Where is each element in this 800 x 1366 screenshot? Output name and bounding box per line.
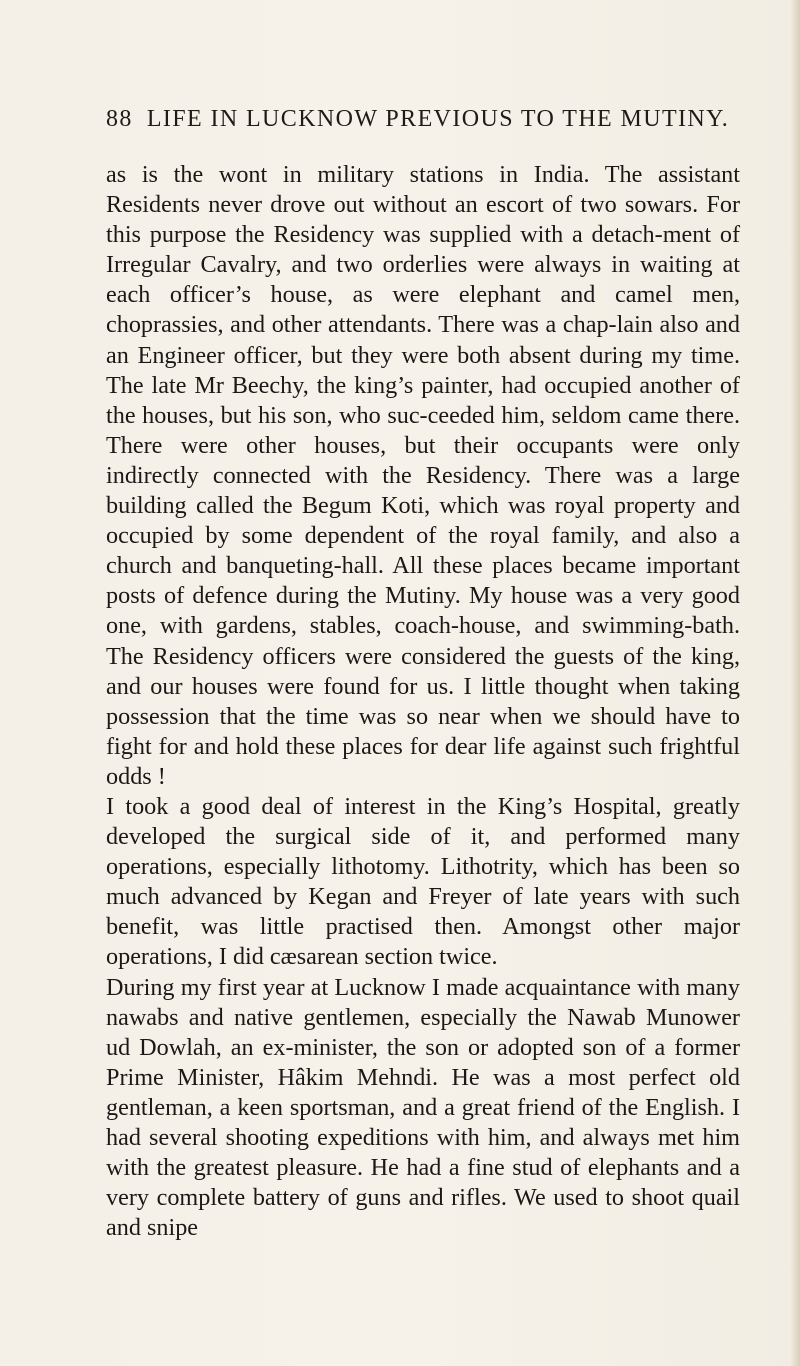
body-text (106, 160, 740, 1243)
paragraph-nawab: During my first year at Lucknow I made acquaintance with many nawabs and native gentlemen, especially the Nawab Munower ud Dowlah, an ex-minister, the son or adopted son of a former Prime Minister, Hâkim Mehndi. He was a most perfect old gentleman, a keen sportsman, and a great friend of the English. I had several shooting expeditions with him, and always met him with the greatest pleasure. He had a fine stud of elephants and a very complete battery of guns and rifles. We used to shoot quail and snipe (106, 973, 740, 1242)
page-number: 88 (106, 106, 133, 132)
paragraph-hospital: I took a good deal of interest in the King’s Hospital, greatly developed the surgical side of it, and performed many operations, especially lithotomy. Lithotrity, which has been so much advanced by Kegan and Freyer of late years with such benefit, was little practised then. Amongst other major operations, I did cæsarean section twice. (106, 792, 740, 971)
running-title: LIFE IN LUCKNOW PREVIOUS TO THE MUTINY. (146, 106, 730, 132)
page-edge-shadow (790, 0, 800, 1366)
running-header (106, 106, 746, 133)
paragraph-continued: as is the wont in military stations in India. The assistant Residents never drove out without an escort of two sowars. For this purpose the Residency was supplied with a detach-ment of Irregular Cavalry, and two orderlies were always in waiting at each officer’s house, as were elephant and camel men, choprassies, and other attendants. There was a chap-lain also and an Engineer officer, but they were both absent during my time. The late Mr Beechy, the king’s painter, had occupied another of the houses, but his son, who suc-ceeded him, seldom came there. There were other houses, but their occupants were only indirectly connected with the Residency. There was a large building called the Begum Koti, which was royal property and occupied by some dependent of the royal family, and also a church and banqueting-hall. All these places became important posts of defence during the Mutiny. My house was a very good one, with gardens, stables, coach-house, and swimming-bath. The Residency officers were considered the guests of the king, and our houses were found for us. I little thought when taking possession that the time was so near when we should have to fight for and hold these places for dear life against such frightful odds ! (106, 161, 740, 790)
